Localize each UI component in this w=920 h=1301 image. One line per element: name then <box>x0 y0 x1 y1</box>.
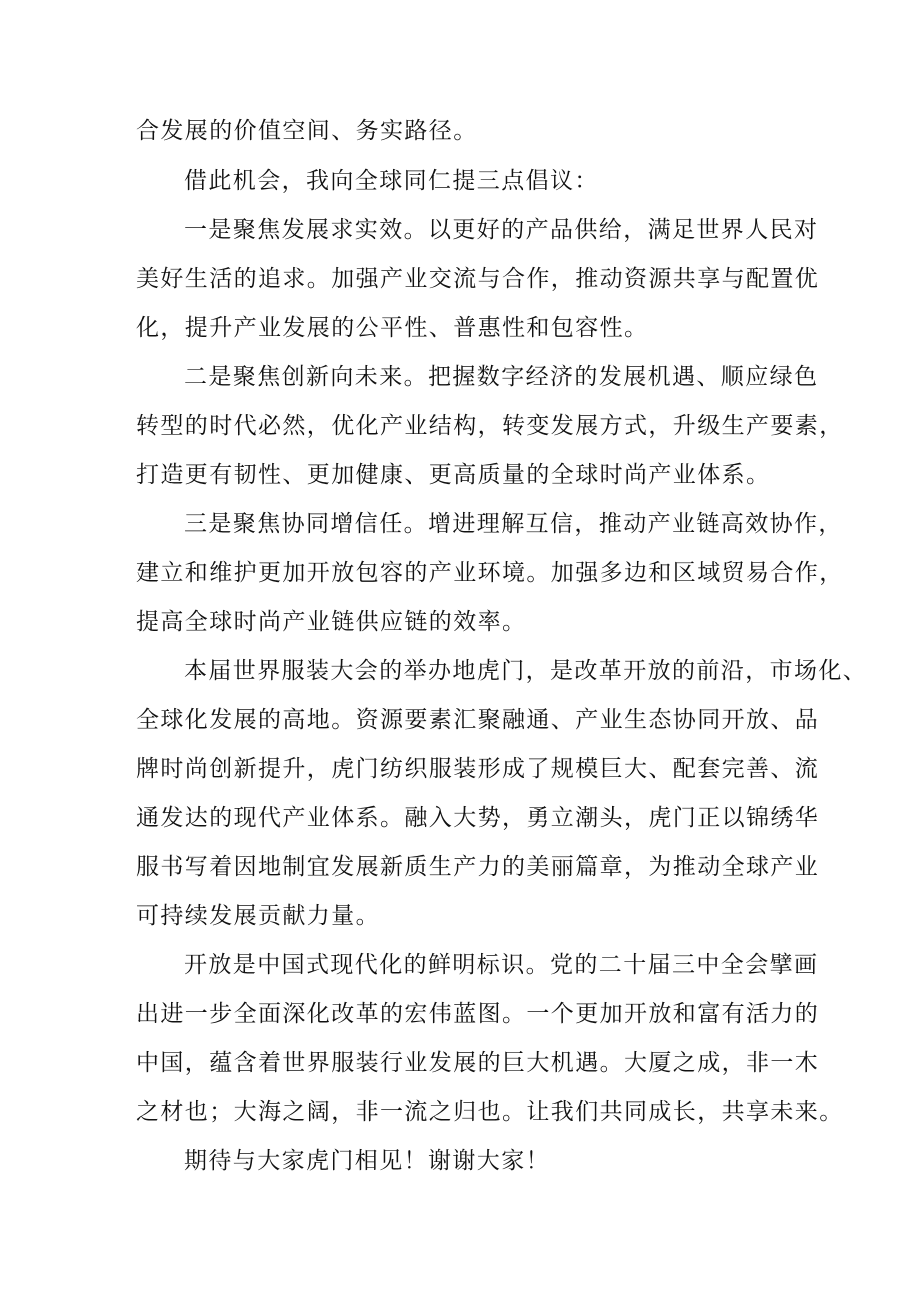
text-line: 通发达的现代产业体系。融入大势，勇立潮头，虎门正以锦绣华 <box>136 805 820 831</box>
paragraph-line: 开放是中国式现代化的鲜明标识。党的二十届三中全会擘画 <box>184 952 819 978</box>
text-line: 转型的时代必然，优化产业结构，转变发展方式，升级生产要素， <box>136 413 844 439</box>
text-line: 全球化发展的高地。资源要素汇聚融通、产业生态协同开放、品 <box>136 707 820 733</box>
text-line: 之材也；大海之阔，非一流之归也。让我们共同成长，共享未来。 <box>136 1099 844 1125</box>
text-line: 可持续发展贡献力量。 <box>136 903 380 929</box>
text-line: 打造更有韧性、更加健康、更高质量的全球时尚产业体系。 <box>136 462 771 488</box>
paragraph-line: 二是聚焦创新向未来。把握数字经济的发展机遇、顺应绿色 <box>184 364 819 390</box>
text-line: 合发展的价值空间、务实路径。 <box>136 118 478 144</box>
text-line: 提高全球时尚产业链供应链的效率。 <box>136 609 527 635</box>
text-line: 出进一步全面深化改革的宏伟蓝图。一个更加开放和富有活力的 <box>136 1001 820 1027</box>
text-line: 中国，蕴含着世界服装行业发展的巨大机遇。大厦之成，非一木 <box>136 1050 820 1076</box>
paragraph-line: 三是聚焦协同增信任。增进理解互信，推动产业链高效协作， <box>184 511 843 537</box>
paragraph-line: 本届世界服装大会的举办地虎门，是改革开放的前沿，市场化、 <box>184 658 868 684</box>
text-line: 服书写着因地制宜发展新质生产力的美丽篇章，为推动全球产业 <box>136 854 820 880</box>
paragraph-line: 借此机会，我向全球同仁提三点倡议： <box>184 168 599 194</box>
text-line: 牌时尚创新提升，虎门纺织服装形成了规模巨大、配套完善、流 <box>136 756 820 782</box>
text-line: 建立和维护更加开放包容的产业环境。加强多边和区域贸易合作， <box>136 560 844 586</box>
text-line: 美好生活的追求。加强产业交流与合作，推动资源共享与配置优 <box>136 266 820 292</box>
text-line: 化，提升产业发展的公平性、普惠性和包容性。 <box>136 315 649 341</box>
paragraph-line: 期待与大家虎门相见！谢谢大家！ <box>184 1148 550 1174</box>
paragraph-line: 一是聚焦发展求实效。以更好的产品供给，满足世界人民对 <box>184 217 819 243</box>
